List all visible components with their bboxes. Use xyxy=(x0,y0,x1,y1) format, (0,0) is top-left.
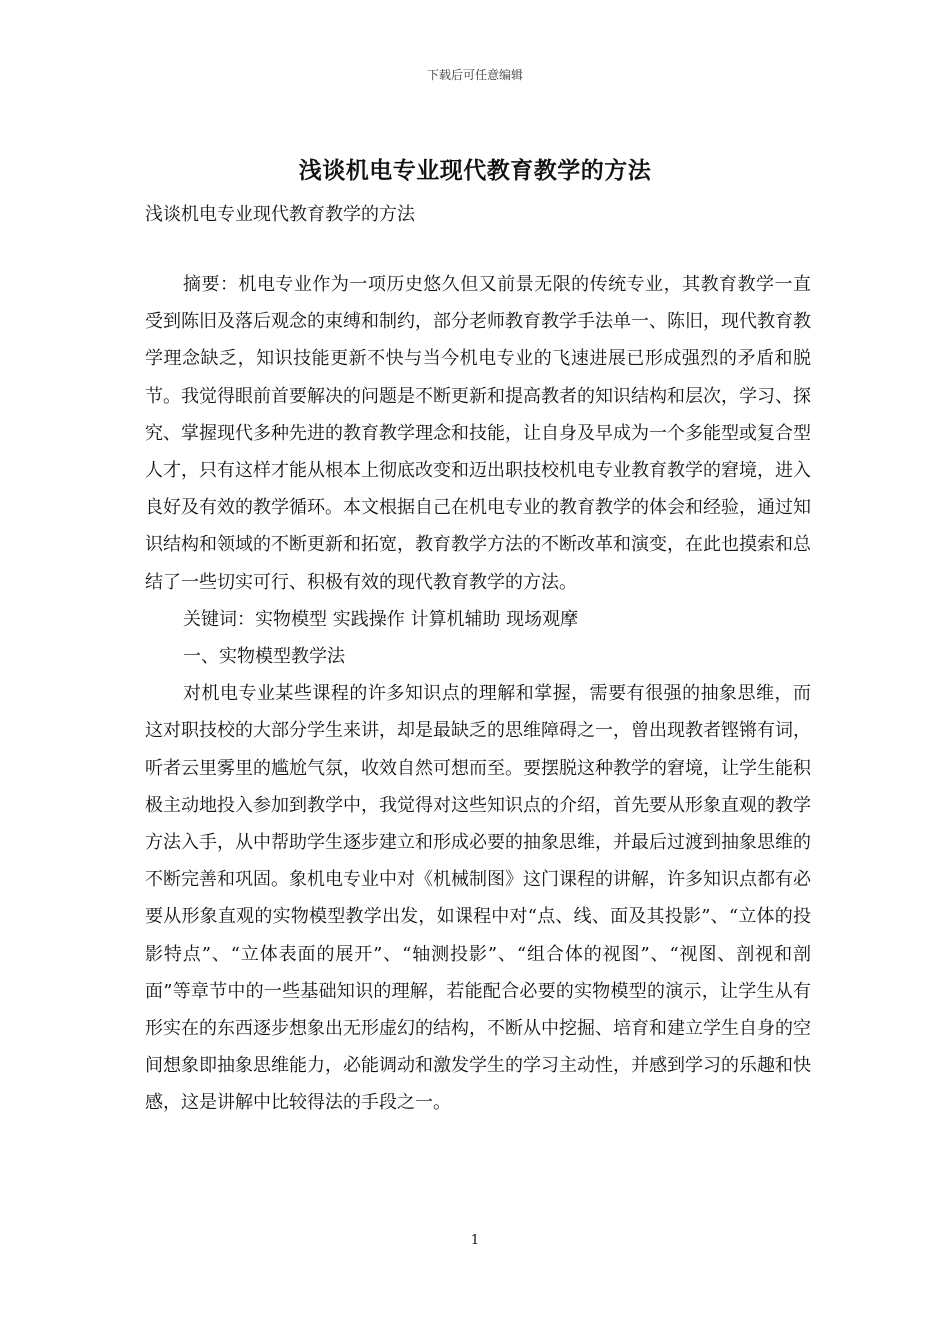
header-note: 下载后可任意编辑 xyxy=(426,68,523,82)
document-subtitle: 浅谈机电专业现代教育教学的方法 xyxy=(145,204,415,225)
keywords-line: 关键词：实物模型 实践操作 计算机辅助 现场观摩 xyxy=(183,608,579,630)
page-number: 1 xyxy=(470,1233,480,1248)
abstract-paragraph: 摘要：机电专业作为一项历史悠久但又前景无限的传统专业，其教育教学一直受到陈旧及落后观念的束缚和制约，部分老师教育教学手法单一、陈旧，现代教育教学理念缺乏，知识技能更新不快与当今机电专业的飞速进展已形成强烈的矛盾和脱节。我觉得眼前首要解决的问题是不断更新和提高教者的知识结构和层次，学习、探究、掌握现代多种先进的教育教学理念和技能，让自身及早成为一个多能型或复合型人才，只有这样才能从根本上彻底改变和迈出职技校机电专业教育教学的窘境，进入良好及有效的教学循环。本文根据自己在机电专业的教育教学的体会和经验，通过知识结构和领域的不断更新和拓宽，教育教学方法的不断改革和演变，在此也摸索和总结了一些切实可行、积极有效的现代教育教学的方法。 xyxy=(145,274,811,593)
section-heading: 一、实物模型教学法 xyxy=(183,646,345,668)
document-title: 浅谈机电专业现代教育教学的方法 xyxy=(298,157,652,184)
body-paragraph: 对机电专业某些课程的许多知识点的理解和掌握，需要有很强的抽象思维，而这对职技校的大部分学生来讲，却是最缺乏的思维障碍之一，曾出现教者铿锵有词，听者云里雾里的尴尬气氛，收效自然可想而至。要摆脱这种教学的窘境，让学生能积极主动地投入参加到教学中，我觉得对这些知识点的介绍，首先要从形象直观的教学方法入手，从中帮助学生逐步建立和形成必要的抽象思维，并最后过渡到抽象思维的不断完善和巩固。象机电专业中对《机械制图》这门课程的讲解，许多知识点都有必要从形象直观的实物模型教学出发，如课程中对“点、线、面及其投影”、“立体的投影特点”、“立体表面的展开”、“轴测投影”、“组合体的视图”、“视图、剖视和剖面”等章节中的一些基础知识的理解，若能配合必要的实物模型的演示，让学生从有形实在的东西逐步想象出无形虚幻的结构，不断从中挖掘、培育和建立学生自身的空间想象即抽象思维能力，必能调动和激发学生的学习主动性，并感到学习的乐趣和快感，这是讲解中比较得法的手段之一。 xyxy=(145,683,811,1114)
document-body xyxy=(145,266,811,1122)
